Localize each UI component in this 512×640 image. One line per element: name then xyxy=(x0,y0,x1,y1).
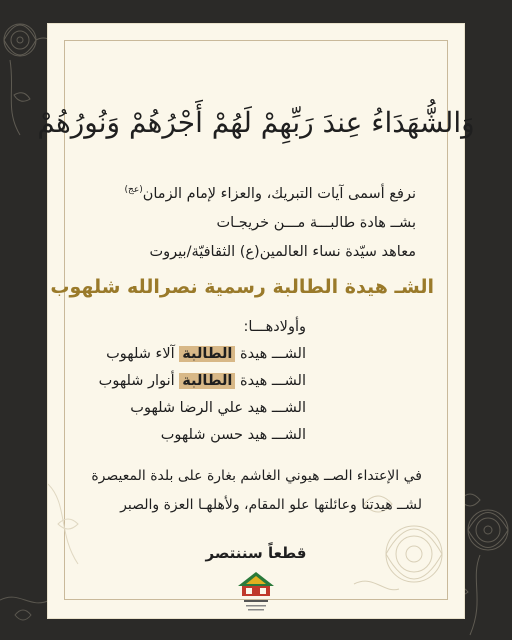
intro-line-1-text: نرفع أسمى آيات التبريك، والعزاء لإمام الزمان xyxy=(142,185,416,202)
quran-verse xyxy=(37,96,475,148)
outro-paragraph xyxy=(76,462,422,520)
child-name: آلاء شلهوب xyxy=(106,346,175,362)
child-highlight: الطالبة xyxy=(179,373,235,389)
condolence-card xyxy=(37,24,475,618)
child-prefix: الشـــ هيد xyxy=(247,427,306,443)
outro-line-2: لشــ هيدتنا وعائلتها علو المقام، ولأهلهـا العزة والصبر xyxy=(120,497,422,513)
child-prefix: الشـــ هيدة xyxy=(240,373,306,389)
child-item xyxy=(108,341,306,368)
child-highlight: الطالبة xyxy=(179,346,235,362)
intro-paragraph xyxy=(98,176,416,267)
child-prefix: الشـــ هيدة xyxy=(240,346,306,362)
children-heading: وأولادهـــا: xyxy=(243,319,306,335)
intro-line-1 xyxy=(98,176,416,209)
child-item xyxy=(98,368,306,395)
martyr-name-heading: الشـ هيدة الطالبة رسمية نصرالله شلهوب xyxy=(50,276,434,298)
closing-slogan: قطعاً سننتصر xyxy=(205,544,307,562)
child-prefix: الشـــ هيد xyxy=(247,400,306,416)
intro-line-1-superscript: (عج) xyxy=(124,185,143,195)
institute-logo xyxy=(236,570,276,620)
intro-line-3: معاهد سيّدة نساء العالمين(ع) الثقافيّة/بيروت xyxy=(149,243,416,260)
child-item xyxy=(108,395,306,422)
children-list xyxy=(98,314,306,449)
child-name: أنوار شلهوب xyxy=(98,373,175,389)
child-name: علي الرضا شلهوب xyxy=(130,400,244,416)
child-item xyxy=(108,422,306,449)
quran-verse-text: وَالشُّهَدَاءُ عِندَ رَبِّهِمْ لَهُمْ أَجْرُهُمْ وَنُورُهُمْ xyxy=(37,105,475,139)
intro-line-2: بشــ هادة طالبـــة مـــن خريجـات xyxy=(216,214,416,231)
outro-line-1: في الإعتداء الصــ هيوني الغاشم بغارة على بلدة المعيصرة xyxy=(91,468,422,484)
child-name: حسن شلهوب xyxy=(160,427,244,443)
